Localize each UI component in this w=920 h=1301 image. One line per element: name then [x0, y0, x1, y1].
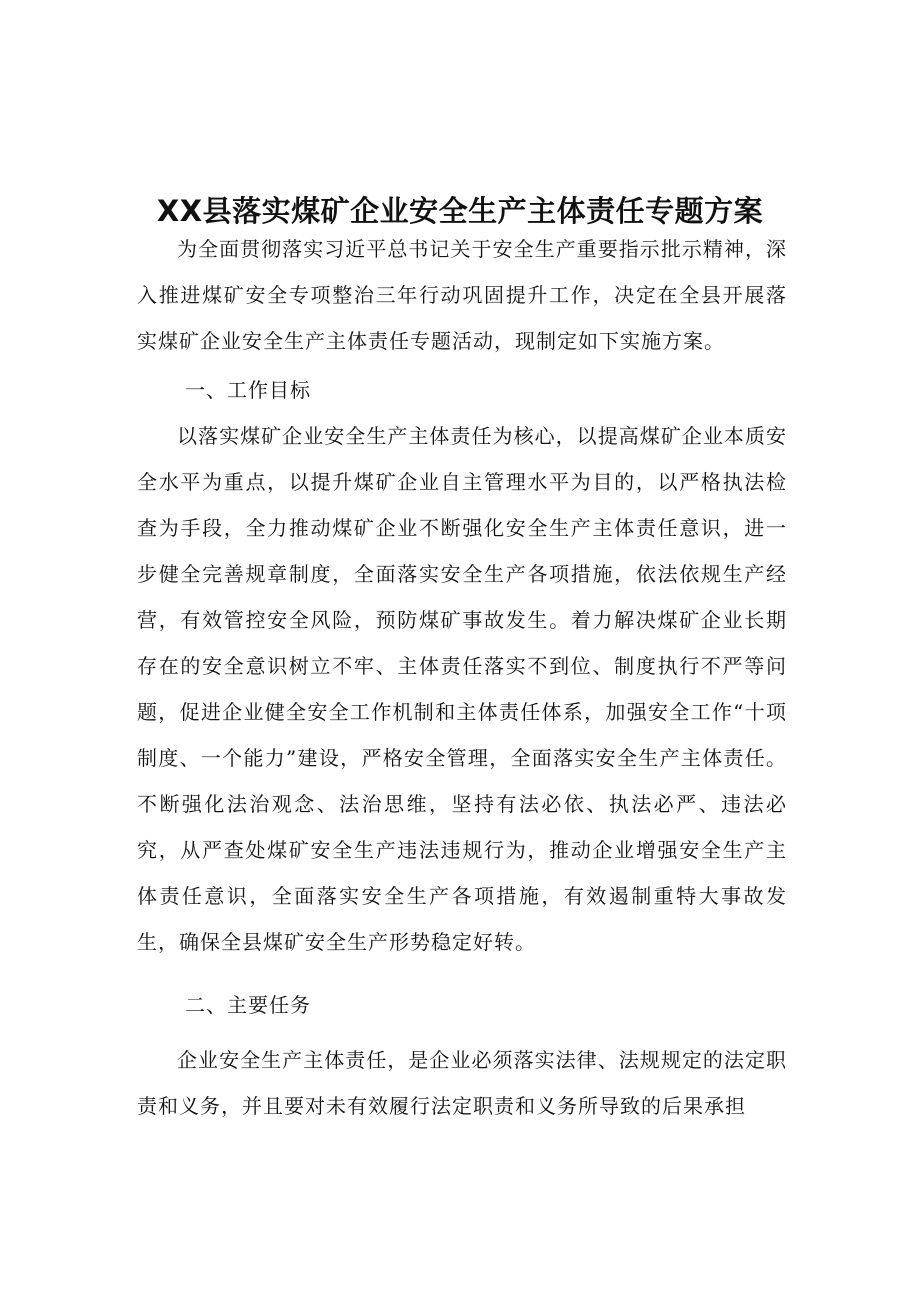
- intro-paragraph: 为全面贯彻落实习近平总书记关于安全生产重要指示批示精神，深入推进煤矿安全专项整治三年行动巩固提升工作，决定在全县开展落实煤矿企业安全生产主体责任专题活动，现制定如下实施方案。: [137, 237, 787, 353]
- section-body-tasks: 企业安全生产主体责任，是企业必须落实法律、法规规定的法定职责和义务，并且要对未有效履行法定职责和义务所导致的后果承担: [137, 1048, 787, 1118]
- section-heading-goals: 一、工作目标: [185, 378, 311, 402]
- section-heading-tasks: 二、主要任务: [185, 993, 311, 1017]
- document-title: XX县落实煤矿企业安全生产主体责任专题方案: [156, 194, 764, 229]
- section-body-goals: 以落实煤矿企业安全生产主体责任为核心，以提高煤矿企业本质安全水平为重点，以提升煤矿企业自主管理水平为目的，以严格执法检查为手段，全力推动煤矿企业不断强化安全生产主体责任意识，进一步健全完善规章制度，全面落实安全生产各项措施，依法依规生产经营，有效管控安全风险，预防煤矿事故发生。着力解决煤矿企业长期存在的安全意识树立不牢、主体责任落实不到位、制度执行不严等问题，促进企业健全安全工作机制和主体责任体系，加强安全工作“十项制度、一个能力”建设，严格安全管理，全面落实安全生产主体责任。不断强化法治观念、法治思维，坚持有法必依、执法必严、违法必究，从严查处煤矿安全生产违法违规行为，推动企业增强安全生产主体责任意识，全面落实安全生产各项措施，有效遏制重特大事故发生，确保全县煤矿安全生产形势稳定好转。: [137, 424, 787, 954]
